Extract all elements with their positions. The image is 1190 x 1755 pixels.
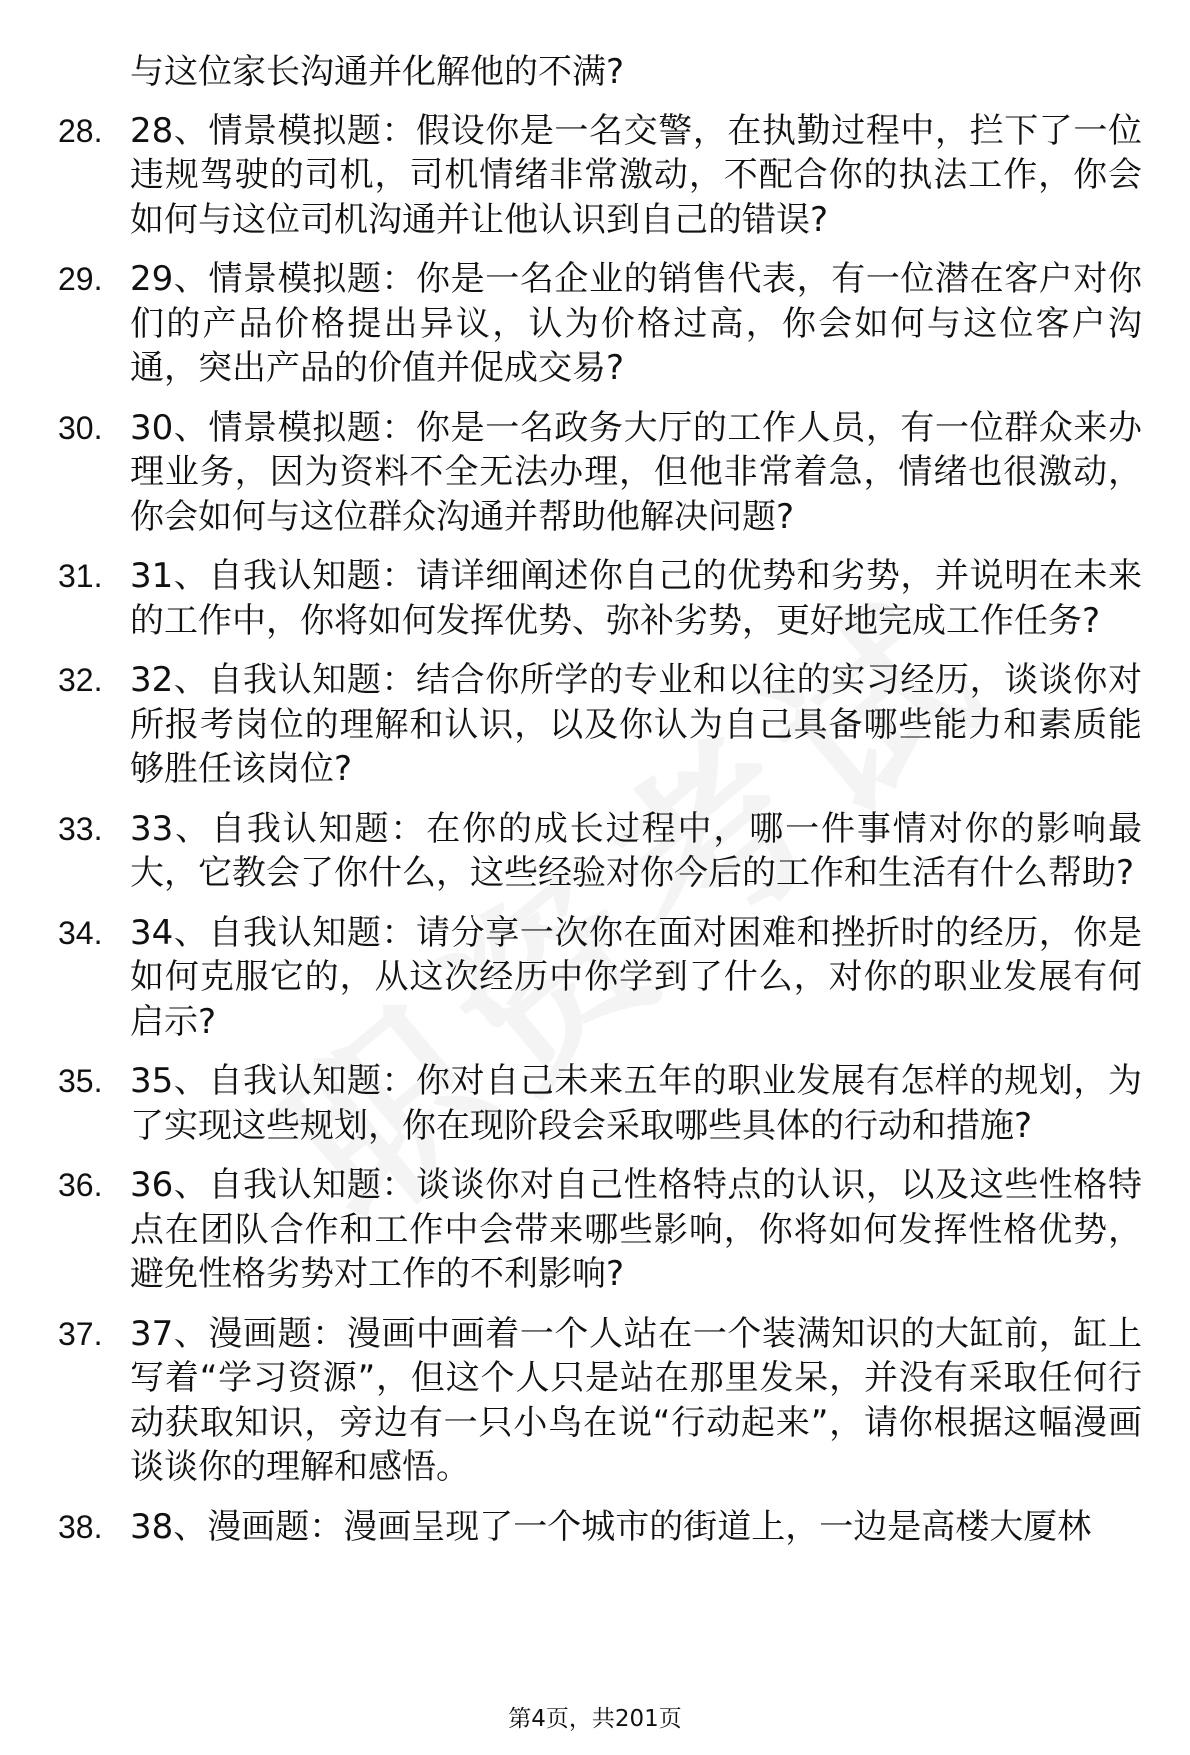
question-number: 29. [58,261,103,297]
question-list [58,109,1158,1550]
question-item [58,1163,1158,1297]
question-number: 34. [58,914,103,951]
question-item [58,554,1158,643]
question-item [58,658,1158,792]
question-text: 36、自我认知题：谈谈你对自己性格特点的认识，以及这些性格特点在团队合作和工作中会带来哪些影响，你将如何发挥性格优势，避免性格劣势对工作的不利影响? [130,1165,1142,1294]
question-number: 37. [58,1315,103,1352]
continuation-text: 与这位家长沟通并化解他的不满? [130,52,625,92]
question-text: 34、自我认知题：请分享一次你在面对困难和挫折时的经历，你是如何克服它的，从这次经历中你学到了什么，对你的职业发展有何启示? [130,912,1142,1042]
question-text: 30、情景模拟题：你是一名政务大厅的工作人员，有一位群众来办理业务，因为资料不全无法办理，但他非常着急，情绪也很激动，你会如何与这位群众沟通并帮助他解决问题? [130,407,1142,537]
page-footer: 第4页，共201页 [508,1706,682,1732]
question-number: 38. [58,1508,103,1545]
question-text: 38、漫画题：漫画呈现了一个城市的街道上，一边是高楼大厦林 [130,1506,1092,1547]
question-item [58,257,1158,391]
question-text: 28、情景模拟题：假设你是一名交警，在执勤过程中，拦下了一位违规驾驶的司机，司机情绪非常激动，不配合你的执法工作，你会如何与这位司机沟通并让他认识到自己的错误? [130,110,1142,240]
question-text: 33、自我认知题：在你的成长过程中，哪一件事情对你的影响最大，它教会了你什么，这些经验对你今后的工作和生活有什么帮助? [130,808,1142,893]
question-item [58,406,1158,540]
question-item [58,1312,1158,1490]
question-text: 35、自我认知题：你对自己未来五年的职业发展有怎样的规划，为了实现这些规划，你在现阶段会采取哪些具体的行动和措施? [130,1061,1142,1146]
question-item [58,109,1158,243]
question-number: 28. [58,112,103,149]
question-text: 37、漫画题：漫画中画着一个人站在一个装满知识的大缸前，缸上写着“学习资源”，但这个人只是站在那里发呆，并没有采取任何行动获取知识，旁边有一只小鸟在说“行动起来”，请你根据这幅漫画谈谈你的理解和感悟。 [130,1313,1142,1487]
question-number: 36. [58,1167,103,1203]
question-number: 32. [58,662,103,698]
question-number: 35. [58,1063,103,1099]
question-text: 29、情景模拟题：你是一名企业的销售代表，有一位潜在客户对你们的产品价格提出异议，认为价格过高，你会如何与这位客户沟通，突出产品的价值并促成交易? [130,259,1142,388]
question-item [58,1505,1158,1550]
document-body [58,50,1158,1564]
question-item [58,807,1158,896]
question-item [58,911,1158,1045]
question-item [58,1059,1158,1148]
question-text: 31、自我认知题：请详细阐述你自己的优势和劣势，并说明在未来的工作中，你将如何发挥优势、弥补劣势，更好地完成工作任务? [130,556,1142,641]
question-text: 32、自我认知题：结合你所学的专业和以往的实习经历，谈谈你对所报考岗位的理解和认识，以及你认为自己具备哪些能力和素质能够胜任该岗位? [130,660,1142,789]
question-number: 33. [58,810,103,847]
question-number: 30. [58,409,103,446]
question-number: 31. [58,558,103,594]
